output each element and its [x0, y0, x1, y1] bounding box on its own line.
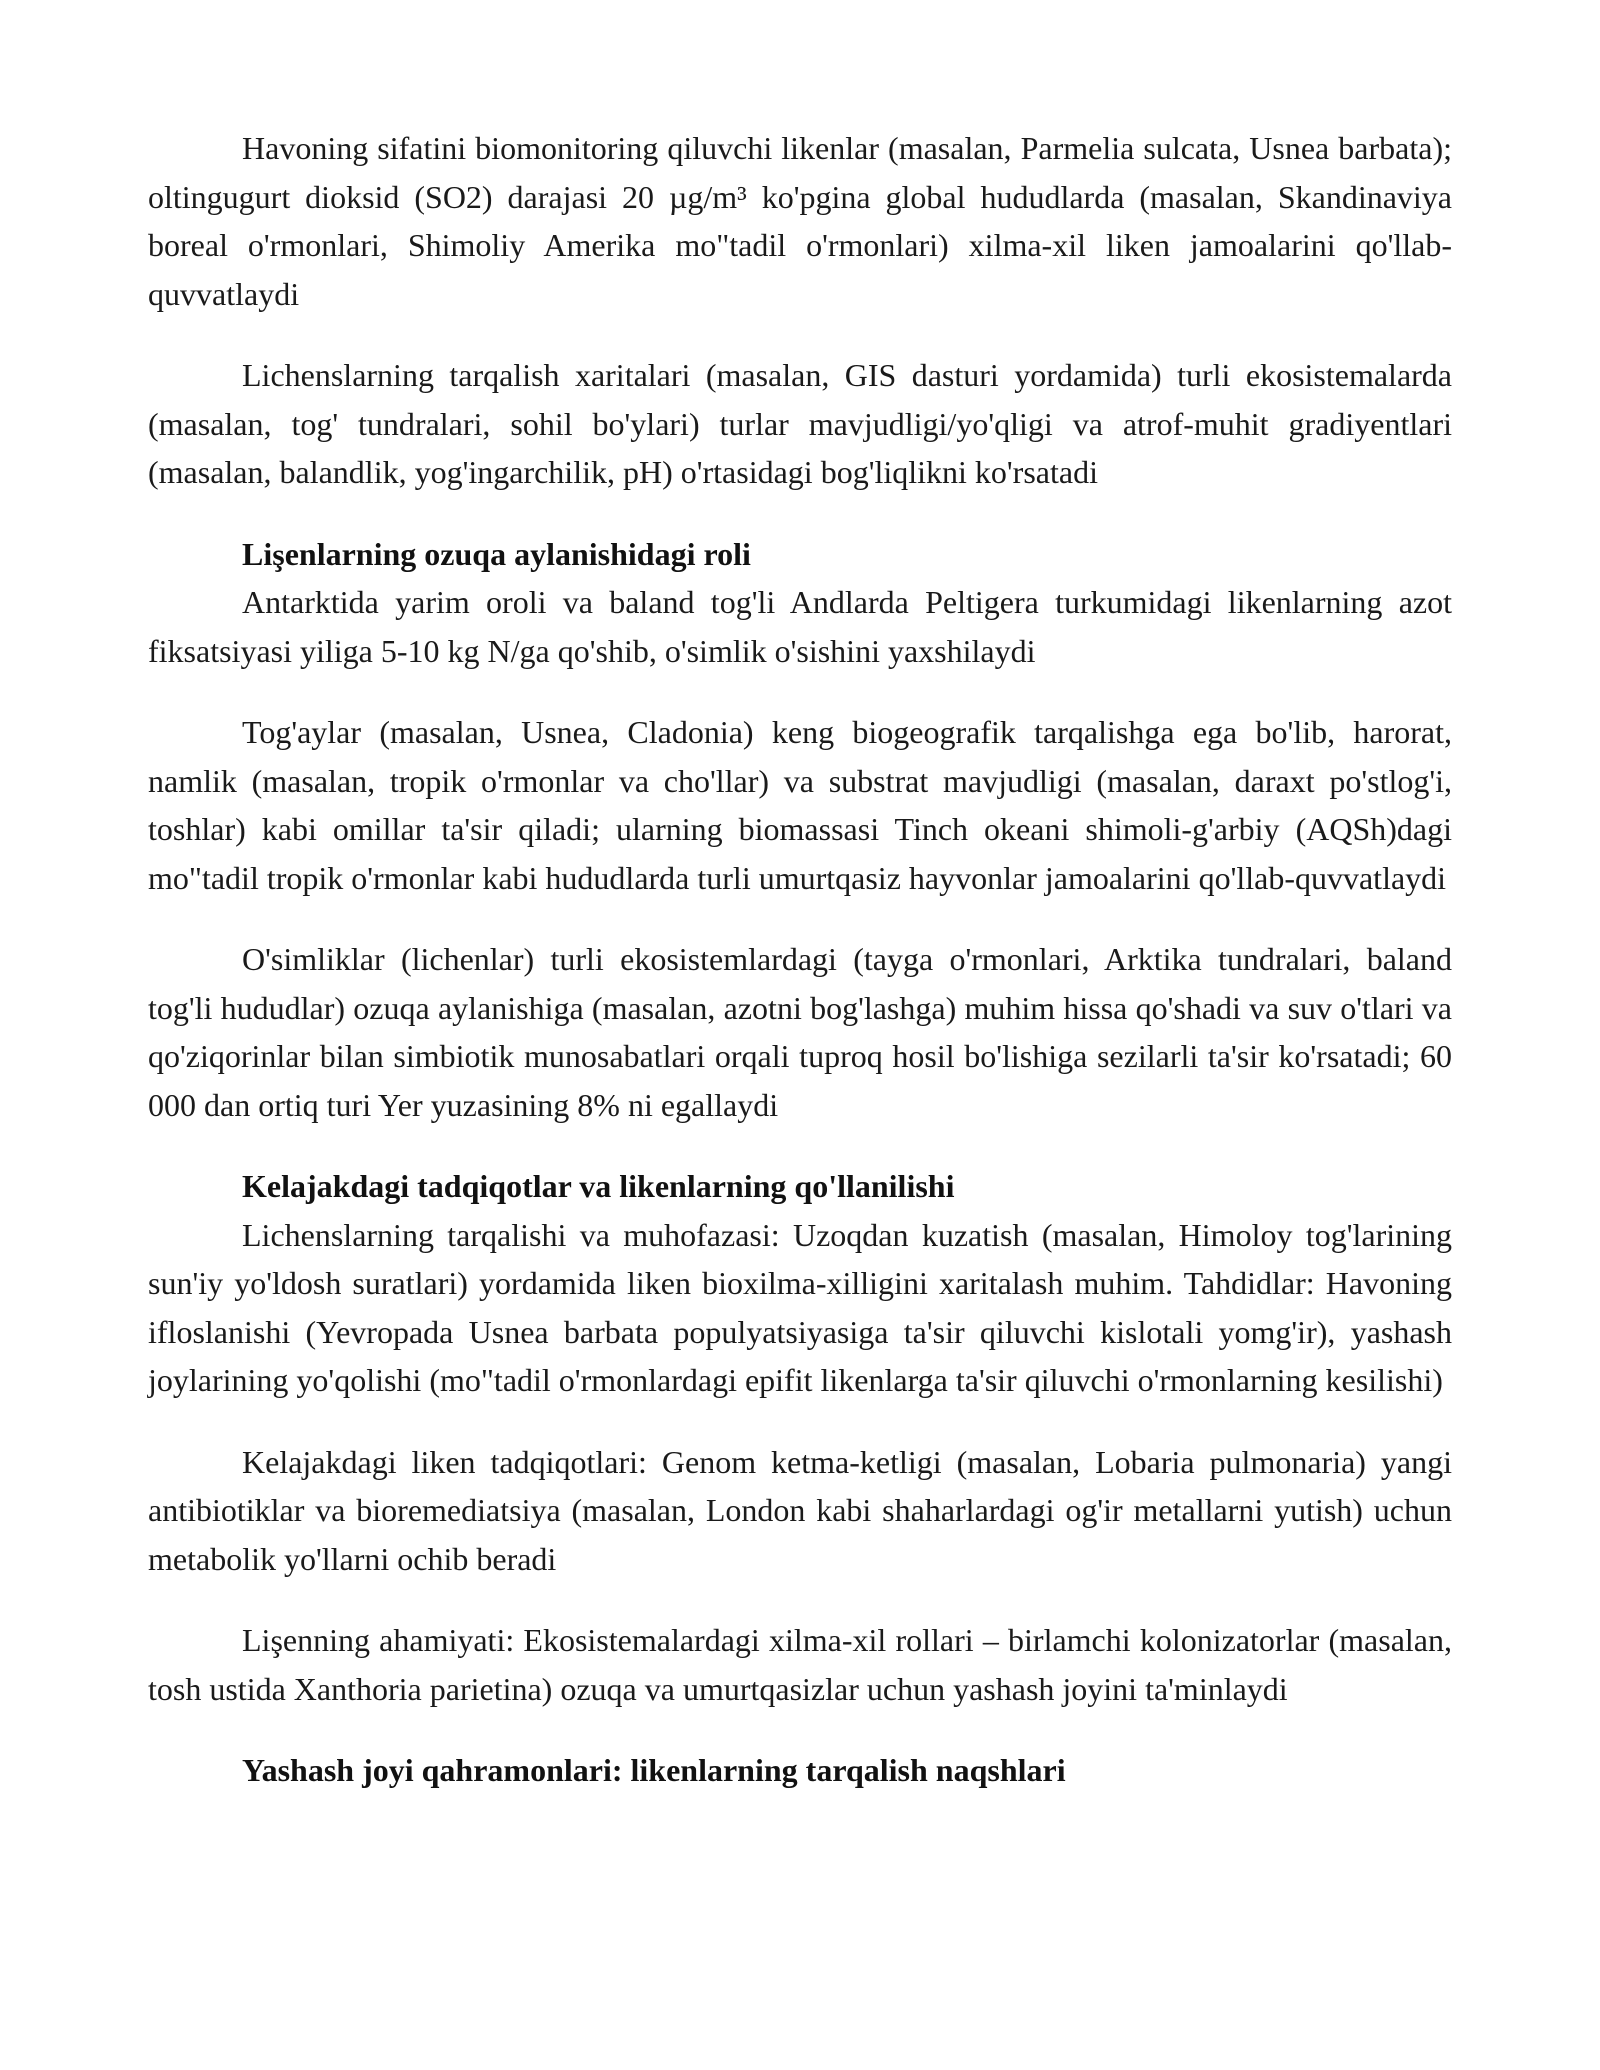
document-body [148, 124, 1452, 1795]
paragraph-distribution-maps: Lichenslarning tarqalish xaritalari (masalan, GIS dasturi yordamida) turli ekosistemalarda (masalan, tog' tundralari, sohil bo'ylari) turlar mavjudligi/yo'qligi va atrof-muhit gradiyentlari (masalan, balandlik, yog'ingarchilik, pH) o'rtasidagi bog'liqlikni ko'rsatadi [148, 357, 1452, 490]
paragraph-conservation: Lichenslarning tarqalishi va muhofazasi: Uzoqdan kuzatish (masalan, Himoloy tog'larining sun'iy yo'ldosh suratlari) yordamida liken bioxilma-xilligini xaritalash muhim. Tahdidlar: Havoning ifloslanishi (Yevropada Usnea barbata populyatsiyasiga ta'sir qiluvchi kislotali yomg'ir), yashash joylarining yo'qolishi (mo"tadil o'rmonlardagi epifit likenlarga ta'sir qiluvchi o'rmonlarning kesilishi) [148, 1216, 1452, 1398]
paragraph-biogeography: Tog'aylar (masalan, Usnea, Cladonia) keng biogeografik tarqalishga ega bo'lib, harorat, namlik (masalan, tropik o'rmonlar va cho'llar) va substrat mavjudligi (masalan, daraxt po'stlog'i, toshlar) kabi omillar ta'sir qiladi; ularning biomassasi Tinch okeani shimoli-g'arbiy (AQSh)dagi mo"tadil tropik o'rmonlar kabi hududlarda turli umurtqasiz hayvonlar jamoalarini qo'llab-quvvatlaydi [148, 714, 1452, 896]
heading-nutrient-cycling: Lişenlarning ozuqa aylanishidagi roli [242, 535, 751, 572]
heading-habitat-heroes: Yashash joyi qahramonlari: likenlarning tarqalish naqshlari [242, 1752, 1066, 1788]
heading-future-research: Kelajakdagi tadqiqotlar va likenlarning qo'llanilishi [242, 1168, 955, 1204]
paragraph-genome-research: Kelajakdagi liken tadqiqotlari: Genom ketma-ketligi (masalan, Lobaria pulmonaria) yangi antibiotiklar va bioremediatsiya (masalan, London kabi shaharlardagi og'ir metallarni yutish) uchun metabolik yo'llarni ochib beradi [148, 1443, 1452, 1577]
paragraph-nitrogen-fixation: Antarktida yarim oroli va baland tog'li Andlarda Peltigera turkumidagi likenlarning azot fiksatsiyasi yiliga 5-10 kg N/ga qo'shib, o'simlik o'sishini yaxshilaydi [148, 584, 1452, 669]
paragraph-ecosystem-contribution: O'simliklar (lichenlar) turli ekosistemlardagi (tayga o'rmonlari, Arktika tundralari, baland tog'li hududlar) ozuqa aylanishiga (masalan, azotni bog'lashga) muhim hissa qo'shadi va suv o'tlari va qo'ziqorinlar bilan simbiotik munosabatlari orqali tuproq hosil bo'lishiga sezilarli ta'sir ko'rsatadi; 60 000 dan ortiq turi Yer yuzasining 8% ni egallaydi [148, 941, 1452, 1123]
paragraph-lichen-importance: Lişenning ahamiyati: Ekosistemalardagi xilma-xil rollari – birlamchi kolonizatorlar (masalan, tosh ustida Xanthoria parietina) ozuqa va umurtqasizlar uchun yashash joyini ta'minlaydi [148, 1622, 1452, 1707]
paragraph-biomonitoring: Havoning sifatini biomonitoring qiluvchi likenlar (masalan, Parmelia sulcata, Usnea barbata); oltingugurt dioksid (SO2) darajasi 20 µg/m³ ko'pgina global hududlarda (masalan, Skandinaviya boreal o'rmonlari, Shimoliy Amerika mo"tadil o'rmonlari) xilma-xil liken jamoalarini qo'llab-quvvatlaydi [148, 130, 1452, 312]
